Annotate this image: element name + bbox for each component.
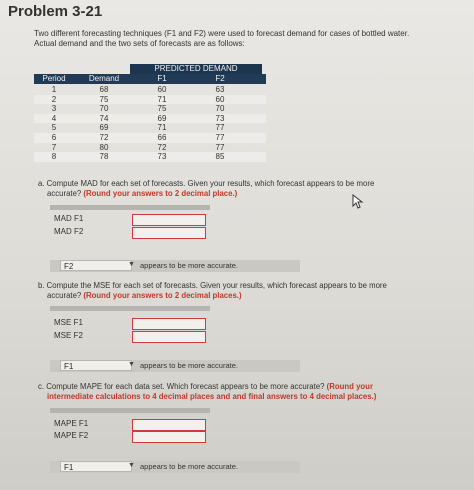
column-header: Period bbox=[42, 74, 66, 83]
forecast-select-c[interactable]: F1 bbox=[60, 461, 132, 472]
answer-row-c bbox=[50, 461, 300, 473]
table-cell: 7 bbox=[51, 142, 57, 152]
table-cell: 70 bbox=[99, 104, 109, 114]
question-b bbox=[38, 281, 387, 301]
dropdown-arrow-icon[interactable]: ▼ bbox=[128, 361, 135, 368]
intro-line: Actual demand and the two sets of forecasts are as follows: bbox=[34, 39, 245, 48]
table-cell: 72 bbox=[157, 142, 167, 152]
table-cell: 77 bbox=[215, 132, 225, 142]
forecast-select-a[interactable]: F2 bbox=[60, 260, 132, 271]
table-cell: 73 bbox=[157, 152, 167, 162]
grid-header-bar bbox=[50, 306, 210, 311]
table-cell: 70 bbox=[215, 104, 225, 114]
mad-f1-label: MAD F1 bbox=[54, 214, 84, 223]
question-c bbox=[38, 382, 376, 402]
problem-intro bbox=[34, 29, 454, 49]
table-cell: 73 bbox=[215, 113, 225, 123]
question-text-plain: accurate? bbox=[47, 189, 84, 198]
table-row bbox=[34, 104, 266, 114]
answer-row-b bbox=[50, 360, 300, 372]
mse-f1-input[interactable] bbox=[132, 318, 206, 330]
mape-f1-input[interactable] bbox=[132, 419, 206, 431]
table-cell: 4 bbox=[51, 113, 57, 123]
table-group-header: PREDICTED DEMAND bbox=[130, 64, 262, 74]
rounding-instruction: (Round your answers to 2 decimal place.) bbox=[83, 189, 238, 198]
grid-header-bar bbox=[50, 408, 210, 413]
dropdown-arrow-icon[interactable]: ▼ bbox=[128, 261, 135, 268]
table-header-row bbox=[34, 74, 266, 84]
mse-f1-label: MSE F1 bbox=[54, 318, 83, 327]
mape-f1-label: MAPE F1 bbox=[54, 419, 89, 428]
forecast-select-b[interactable]: F1 bbox=[60, 360, 132, 371]
table-row bbox=[34, 85, 266, 95]
table-row bbox=[34, 133, 266, 143]
table-cell: 69 bbox=[99, 123, 109, 133]
question-a bbox=[38, 179, 374, 199]
question-text-plain: c. Compute MAPE for each data set. Which forecast appears to be more accurate? bbox=[38, 382, 327, 391]
table-cell: 77 bbox=[215, 142, 225, 152]
select-suffix: appears to be more accurate. bbox=[140, 261, 238, 270]
question-text: a. Compute MAD for each set of forecasts. Given your results, which forecast appears to be more bbox=[38, 179, 375, 188]
table-row bbox=[34, 95, 266, 105]
mape-f2-input[interactable] bbox=[132, 431, 206, 443]
table-cell: 5 bbox=[51, 123, 57, 133]
question-text bbox=[38, 189, 374, 199]
mse-f2-input[interactable] bbox=[132, 331, 206, 343]
rounding-instruction: (Round your bbox=[326, 382, 373, 391]
table-cell: 60 bbox=[215, 94, 225, 104]
mse-f2-label: MSE F2 bbox=[54, 331, 83, 340]
table-cell: 80 bbox=[99, 142, 109, 152]
table-cell: 74 bbox=[99, 113, 109, 123]
mad-f1-input[interactable] bbox=[132, 214, 206, 226]
table-cell: 2 bbox=[51, 94, 57, 104]
table-cell: 8 bbox=[51, 152, 57, 162]
table-cell: 72 bbox=[99, 132, 109, 142]
mouse-pointer-icon bbox=[352, 194, 366, 210]
table-cell: 68 bbox=[99, 85, 109, 94]
table-cell: 6 bbox=[51, 132, 57, 142]
select-suffix: appears to be more accurate. bbox=[140, 361, 238, 370]
question-text: b. Compute the MSE for each set of forecasts. Given your results, which forecast appears to be more bbox=[38, 281, 387, 290]
question-text bbox=[38, 291, 387, 301]
table-cell: 66 bbox=[157, 132, 167, 142]
page-title: Problem 3-21 bbox=[8, 3, 103, 20]
question-text bbox=[38, 382, 376, 392]
table-row bbox=[34, 152, 266, 162]
table-row bbox=[34, 114, 266, 124]
table-cell: 78 bbox=[99, 152, 109, 162]
table-cell: 1 bbox=[51, 85, 57, 94]
answer-row-a bbox=[50, 260, 300, 272]
question-text-plain: accurate? bbox=[47, 291, 84, 300]
table-body bbox=[34, 85, 266, 162]
table-row bbox=[34, 143, 266, 153]
rounding-instruction: intermediate calculations to 4 decimal places and and final answers to 4 decimal places.) bbox=[47, 392, 377, 401]
table-cell: 71 bbox=[157, 94, 167, 104]
dropdown-arrow-icon[interactable]: ▼ bbox=[128, 462, 135, 469]
table-cell: 75 bbox=[99, 94, 109, 104]
table-cell: 75 bbox=[157, 104, 167, 114]
column-header: F1 bbox=[157, 74, 167, 83]
table-cell: 77 bbox=[215, 123, 225, 133]
column-header: F2 bbox=[215, 74, 225, 83]
select-suffix: appears to be more accurate. bbox=[140, 462, 238, 471]
column-header: Demand bbox=[88, 74, 120, 83]
intro-line: Two different forecasting techniques (F1 and F2) were used to forecast demand for cases of bottled water. bbox=[34, 29, 410, 38]
table-cell: 3 bbox=[51, 104, 57, 114]
grid-header-bar bbox=[50, 205, 210, 210]
table-cell: 60 bbox=[157, 85, 167, 94]
table-row bbox=[34, 123, 266, 133]
rounding-instruction: (Round your answers to 2 decimal places.) bbox=[83, 291, 242, 300]
table-cell: 63 bbox=[215, 85, 225, 94]
mad-f2-input[interactable] bbox=[132, 227, 206, 239]
table-cell: 69 bbox=[157, 113, 167, 123]
mad-f2-label: MAD F2 bbox=[54, 227, 84, 236]
table-cell: 71 bbox=[157, 123, 167, 133]
mape-f2-label: MAPE F2 bbox=[54, 431, 89, 440]
table-cell: 85 bbox=[215, 152, 225, 162]
